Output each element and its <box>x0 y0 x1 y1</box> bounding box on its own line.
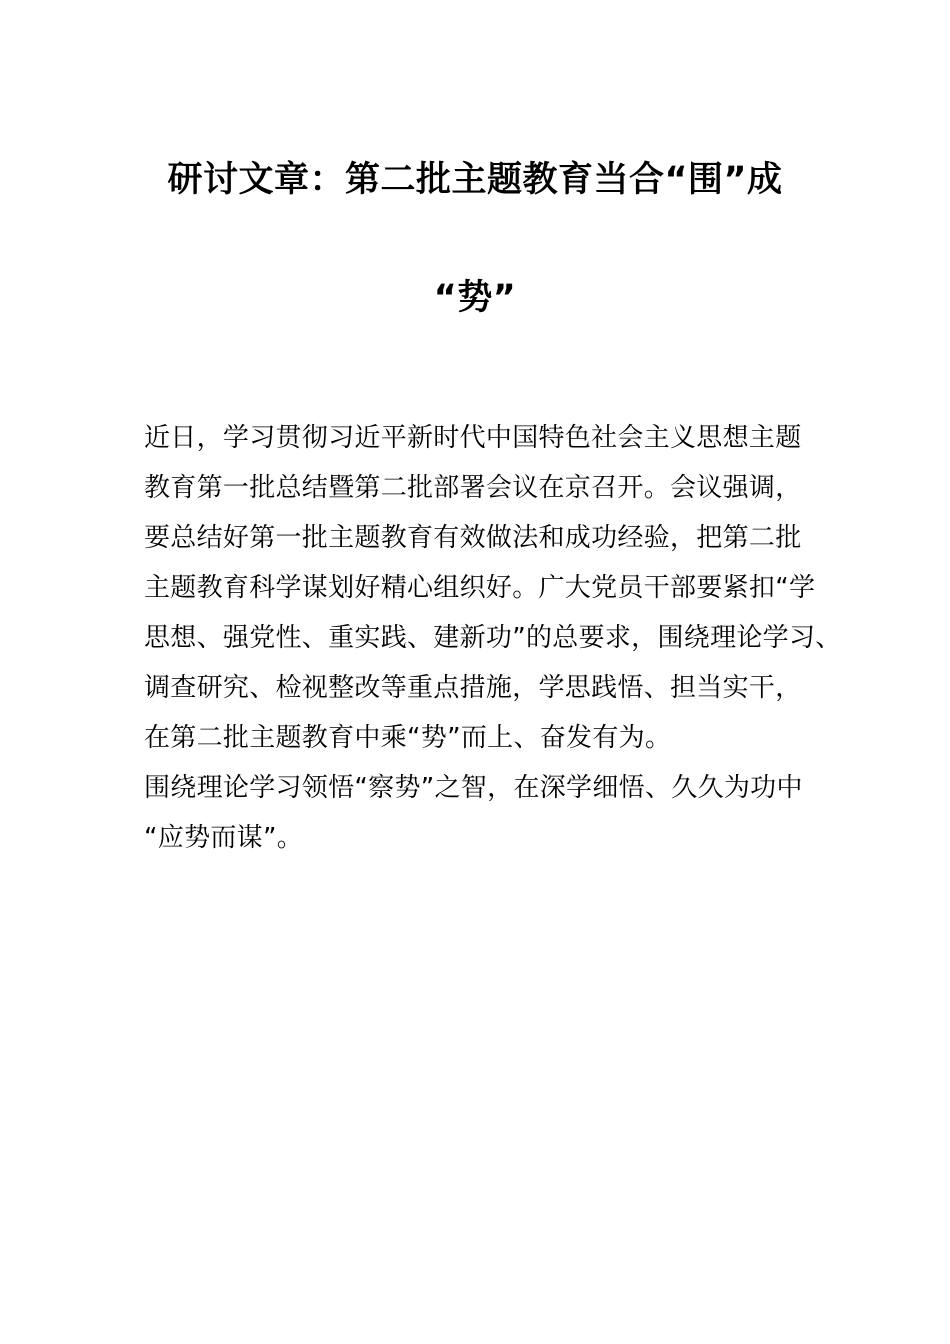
body-line-2: 教育第一批总结暨第二批部署会议在京召开。会议强调， <box>144 473 802 503</box>
body-line-3: 要总结好第一批主题教育有效做法和成功经验，把第二批 <box>144 523 802 553</box>
body-line-7: 在第二批主题教育中乘“势”而上、奋发有为。 <box>144 723 672 753</box>
body-line-9: “应势而谋”。 <box>144 823 304 853</box>
document-title-line-1: 研讨文章：第二批主题教育当合“围”成 <box>167 160 783 200</box>
body-line-5: 思想、强党性、重实践、建新功”的总要求，围绕理论学习、 <box>144 623 842 653</box>
body-line-6: 调查研究、检视整改等重点措施，学思践悟、担当实干， <box>144 673 802 703</box>
body-line-8: 围绕理论学习领悟“察势”之智，在深学细悟、久久为功中 <box>144 773 803 803</box>
body-line-1: 近日，学习贯彻习近平新时代中国特色社会主义思想主题 <box>144 423 802 453</box>
document-title-line-2: “势” <box>433 278 517 318</box>
body-line-4: 主题教育科学谋划好精心组织好。广大党员干部要紧扣“学 <box>144 573 816 603</box>
